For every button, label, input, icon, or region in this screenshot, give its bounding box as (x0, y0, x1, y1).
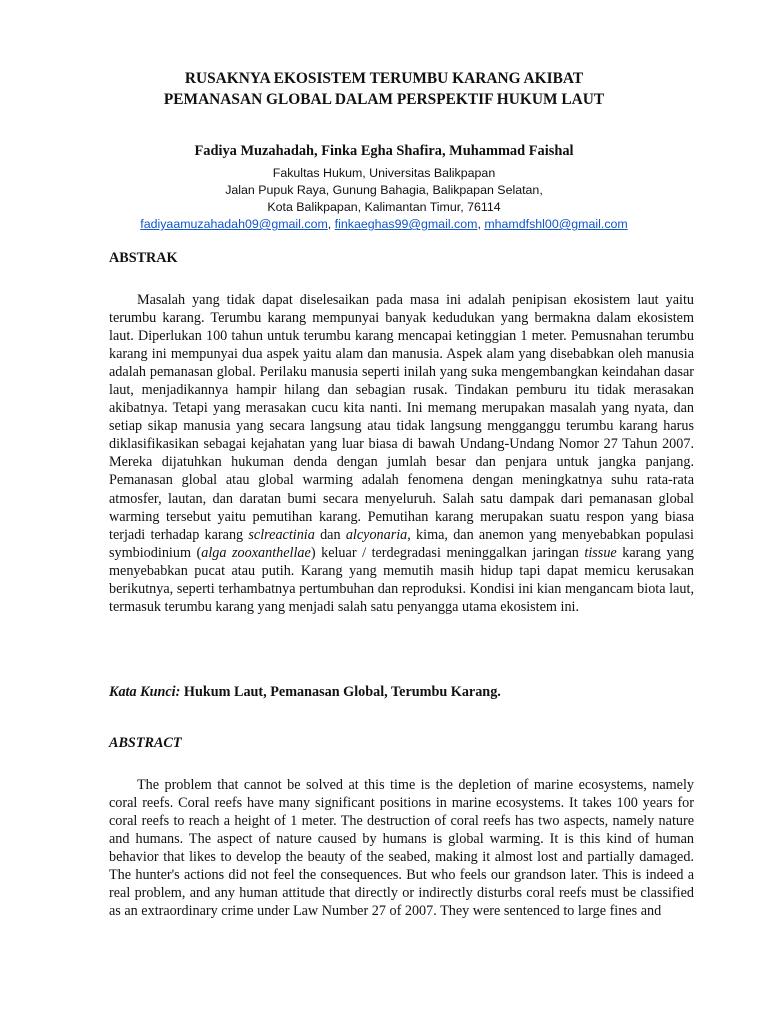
abstrak-text: Masalah yang tidak dapat diselesaikan pada masa ini adalah penipisan ekosistem laut yaitu terumbu karang. Terumbu karang mempunyai banyak kedudukan yang bermakna dalam ekosistem laut. Diperlukan 100 tahun untuk terumbu karang mencapai ketinggian 1 meter. Pemusnahan terumbu karang ini mempunyai dua aspek yaitu alam dan manusia. Aspek alam yang disebabkan oleh manusia adalah pemanasan global. Perilaku manusia seperti inilah yang suka mengembangkan keindahan dasar laut, menjadikannya hampir hilang dan sebagian rusak. Tindakan pemburu itu tidak merasakan akibatnya. Tetapi yang merasakan cucu kita nanti. Ini memang merupakan masalah yang nyata, dan setiap sikap manusia yang secara langsung atau tidak langsung mengganggu terumbu karang harus diklasifikasikan sebagai kejahatan yang luar biasa di bawah Undang-Undang Nomor 27 Tahun 2007. Mereka dijatuhkan hukuman denda dengan jumlah besar dan penjara untuk jangka panjang. Pemanasan global atau global warming adalah fenomena dengan meningkatnya suhu rata-rata atmosfer, lautan, dan daratan bumi secara menyeluruh. Salah satu dampak dari pemanasan global warming tersebut yaitu pemutihan karang. Pemutihan karang merupakan suatu respon yang biasa terjadi terhadap karang (109, 292, 694, 543)
abstrak-italic-term: alcyonaria (345, 526, 408, 543)
abstrak-italic-term: alga zooxanthellae (201, 544, 311, 561)
abstrak-text: karang yang menyebabkan pucat atau putih. Karang yang memutih masih hidup tapi dapat memicu kerusakan berikutnya, seperti terhambatnya pertumbuhan dan reproduksi. Kondisi ini kian mengancam biota laut, termasuk terumbu karang yang menjadi salah satu penyangga utama ekosistem ini. (109, 544, 694, 615)
email-link-1[interactable]: fadiyaamuzahadah09@gmail.com (140, 217, 328, 231)
affiliation-city: Kota Balikpapan, Kalimantan Timur, 76114 (267, 200, 501, 214)
affiliation-block (100, 165, 668, 233)
abstract-heading: ABSTRACT (109, 735, 182, 751)
abstrak-heading: ABSTRAK (109, 250, 178, 266)
email-separator: , (327, 217, 335, 231)
title-line-1: RUSAKNYA EKOSISTEM TERUMBU KARANG AKIBAT (184, 70, 584, 87)
abstrak-text: , kima, dan anemon yang menyebabkan populasi symbiodinium ( (109, 526, 694, 561)
affiliation-faculty: Fakultas Hukum, Universitas Balikpapan (272, 166, 496, 180)
author-list: Fadiya Muzahadah, Finka Egha Shafira, Muhammad Faishal (194, 143, 574, 159)
email-separator: , (477, 217, 485, 231)
email-link-3[interactable]: mhamdfshl00@gmail.com (484, 217, 628, 231)
keywords-terms: Hukum Laut, Pemanasan Global, Terumbu Karang. (183, 684, 501, 700)
abstrak-italic-term: tissue (584, 544, 617, 561)
email-link-2[interactable]: finkaeghas99@gmail.com (334, 217, 478, 231)
abstrak-italic-term: sclreactinia (248, 526, 315, 543)
title-line-2: PEMANASAN GLOBAL DALAM PERSPEKTIF HUKUM LAUT (163, 91, 605, 108)
abstrak-text: dan (314, 526, 346, 543)
abstract-body (109, 776, 694, 920)
email-list (100, 216, 668, 233)
abstrak-body (109, 291, 694, 616)
paper-title (100, 68, 668, 110)
affiliation-street: Jalan Pupuk Raya, Gunung Bahagia, Balikpapan Selatan, (225, 183, 543, 197)
abstrak-text: ) keluar / terdegradasi meninggalkan jaringan (310, 544, 585, 561)
abstrak-paragraph (109, 291, 694, 616)
keywords-label: Kata Kunci: (109, 684, 181, 700)
keywords-line (109, 682, 501, 702)
abstract-paragraph: The problem that cannot be solved at this time is the depletion of marine ecosystems, namely coral reefs. Coral reefs have many significant positions in marine ecosystems. It takes 100 years for coral reefs to reach a height of 1 meter. The destruction of coral reefs has two aspects, namely nature and humans. The aspect of nature caused by humans is global warming. It is this kind of human behavior that likes to develop the beauty of the seabed, making it almost lost and partially damaged. The hunter's actions did not feel the consequences. But who feels our grandson later. This is indeed a real problem, and any human attitude that directly or indirectly disturbs coral reefs must be classified as an extraordinary crime under Law Number 27 of 2007. They were sentenced to large fines and (109, 777, 694, 920)
